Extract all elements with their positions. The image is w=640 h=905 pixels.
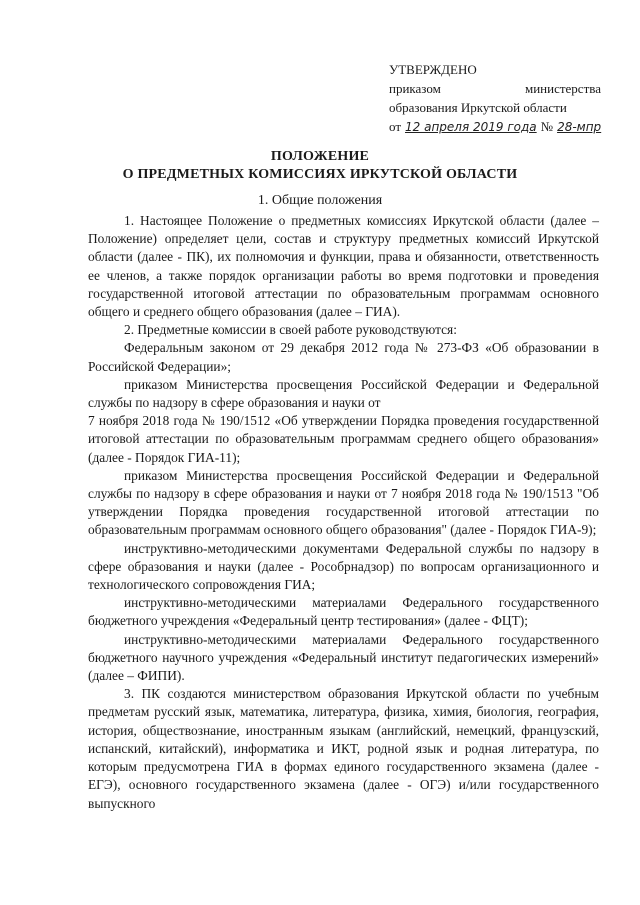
handwritten-date: 12 апреля 2019 года xyxy=(405,120,537,134)
handwritten-order-number: 28-мпр xyxy=(557,120,602,134)
paragraph: инструктивно-методическими документами Федеральной службы по надзору в сфере образования и науки (далее - Рособрнадзор) по вопросам организационного и технологического сопровождения ГИА; xyxy=(88,540,599,593)
approval-heading: УТВЕРЖДЕНО xyxy=(389,62,477,77)
paragraph: приказом Министерства просвещения Российской Федерации и Федеральной службы по надзору в сфере образования и науки от xyxy=(88,376,599,411)
paragraph: 2. Предметные комиссии в своей работе руководствуются: xyxy=(124,322,457,338)
approval-ministry-name: образования Иркутской области xyxy=(389,100,567,115)
section-heading: 1. Общие положения xyxy=(257,193,383,208)
approval-from-word: от xyxy=(389,119,402,134)
approval-ministry-word: министерства xyxy=(524,81,601,96)
paragraph: Федеральным законом от 29 декабря 2012 года № 273-ФЗ «Об образовании в Российской Федерации»; xyxy=(88,340,599,374)
paragraph: 3. ПК создаются министерством образования Иркутской области по учебным предметам русский язык, математика, литература, физика, химия, биология, география, история, обществознание, иностранным языкам (английский, немецкий, французский, испанский, китайский), информатика и ИКТ, родной язык и родная литература, по которым предусмотрена ГИА в формах единого государственного экзамена (далее - ЕГЭ), основного государственного экзамена (далее - ОГЭ) и/или государственного выпускного xyxy=(88,686,599,811)
approval-order-line xyxy=(389,79,601,98)
paragraph: инструктивно-методическими материалами Федерального государственного бюджетного научного учреждения «Федеральный институт педагогических измерений» (далее – ФИПИ). xyxy=(88,631,599,684)
paragraph: приказом Министерства просвещения Российской Федерации и Федеральной службы по надзору в сфере образования и науки от 7 ноября 2018 года № 190/1513 "Об утверждении Порядка проведения государственной итоговой аттестации по образовательным программам основного общего образования" (далее - Порядок ГИА-9); xyxy=(88,467,599,538)
approval-order-word: приказом xyxy=(389,81,441,96)
document-subtitle: О ПРЕДМЕТНЫХ КОМИССИЯХ ИРКУТСКОЙ ОБЛАСТИ xyxy=(122,167,518,182)
document-title: ПОЛОЖЕНИЕ xyxy=(270,149,370,164)
approval-number-sign: № xyxy=(540,119,554,134)
paragraph: 7 ноября 2018 года № 190/1512 «Об утверждении Порядка проведения государственной итоговой аттестации по образовательным программам среднего общего образования» (далее - Порядок ГИА-11); xyxy=(88,413,599,465)
document-body xyxy=(88,212,599,813)
paragraph: 1. Настоящее Положение о предметных комиссиях Иркутской области (далее – Положение) определяет цели, состав и структуру предметных комиссий Иркутской области (далее - ПК), их полномочия и функции, права и обязанности, ответственность ее членов, а также порядок организации работы во время подготовки и проведения государственной итоговой аттестации по образовательным программам основного общего и среднего общего образования (далее – ГИА). xyxy=(88,213,599,320)
approval-stamp xyxy=(389,60,601,137)
paragraph: инструктивно-методическими материалами Федерального государственного бюджетного учреждения «Федеральный центр тестирования» (далее - ФЦТ); xyxy=(88,595,599,629)
approval-date-line xyxy=(389,117,601,137)
